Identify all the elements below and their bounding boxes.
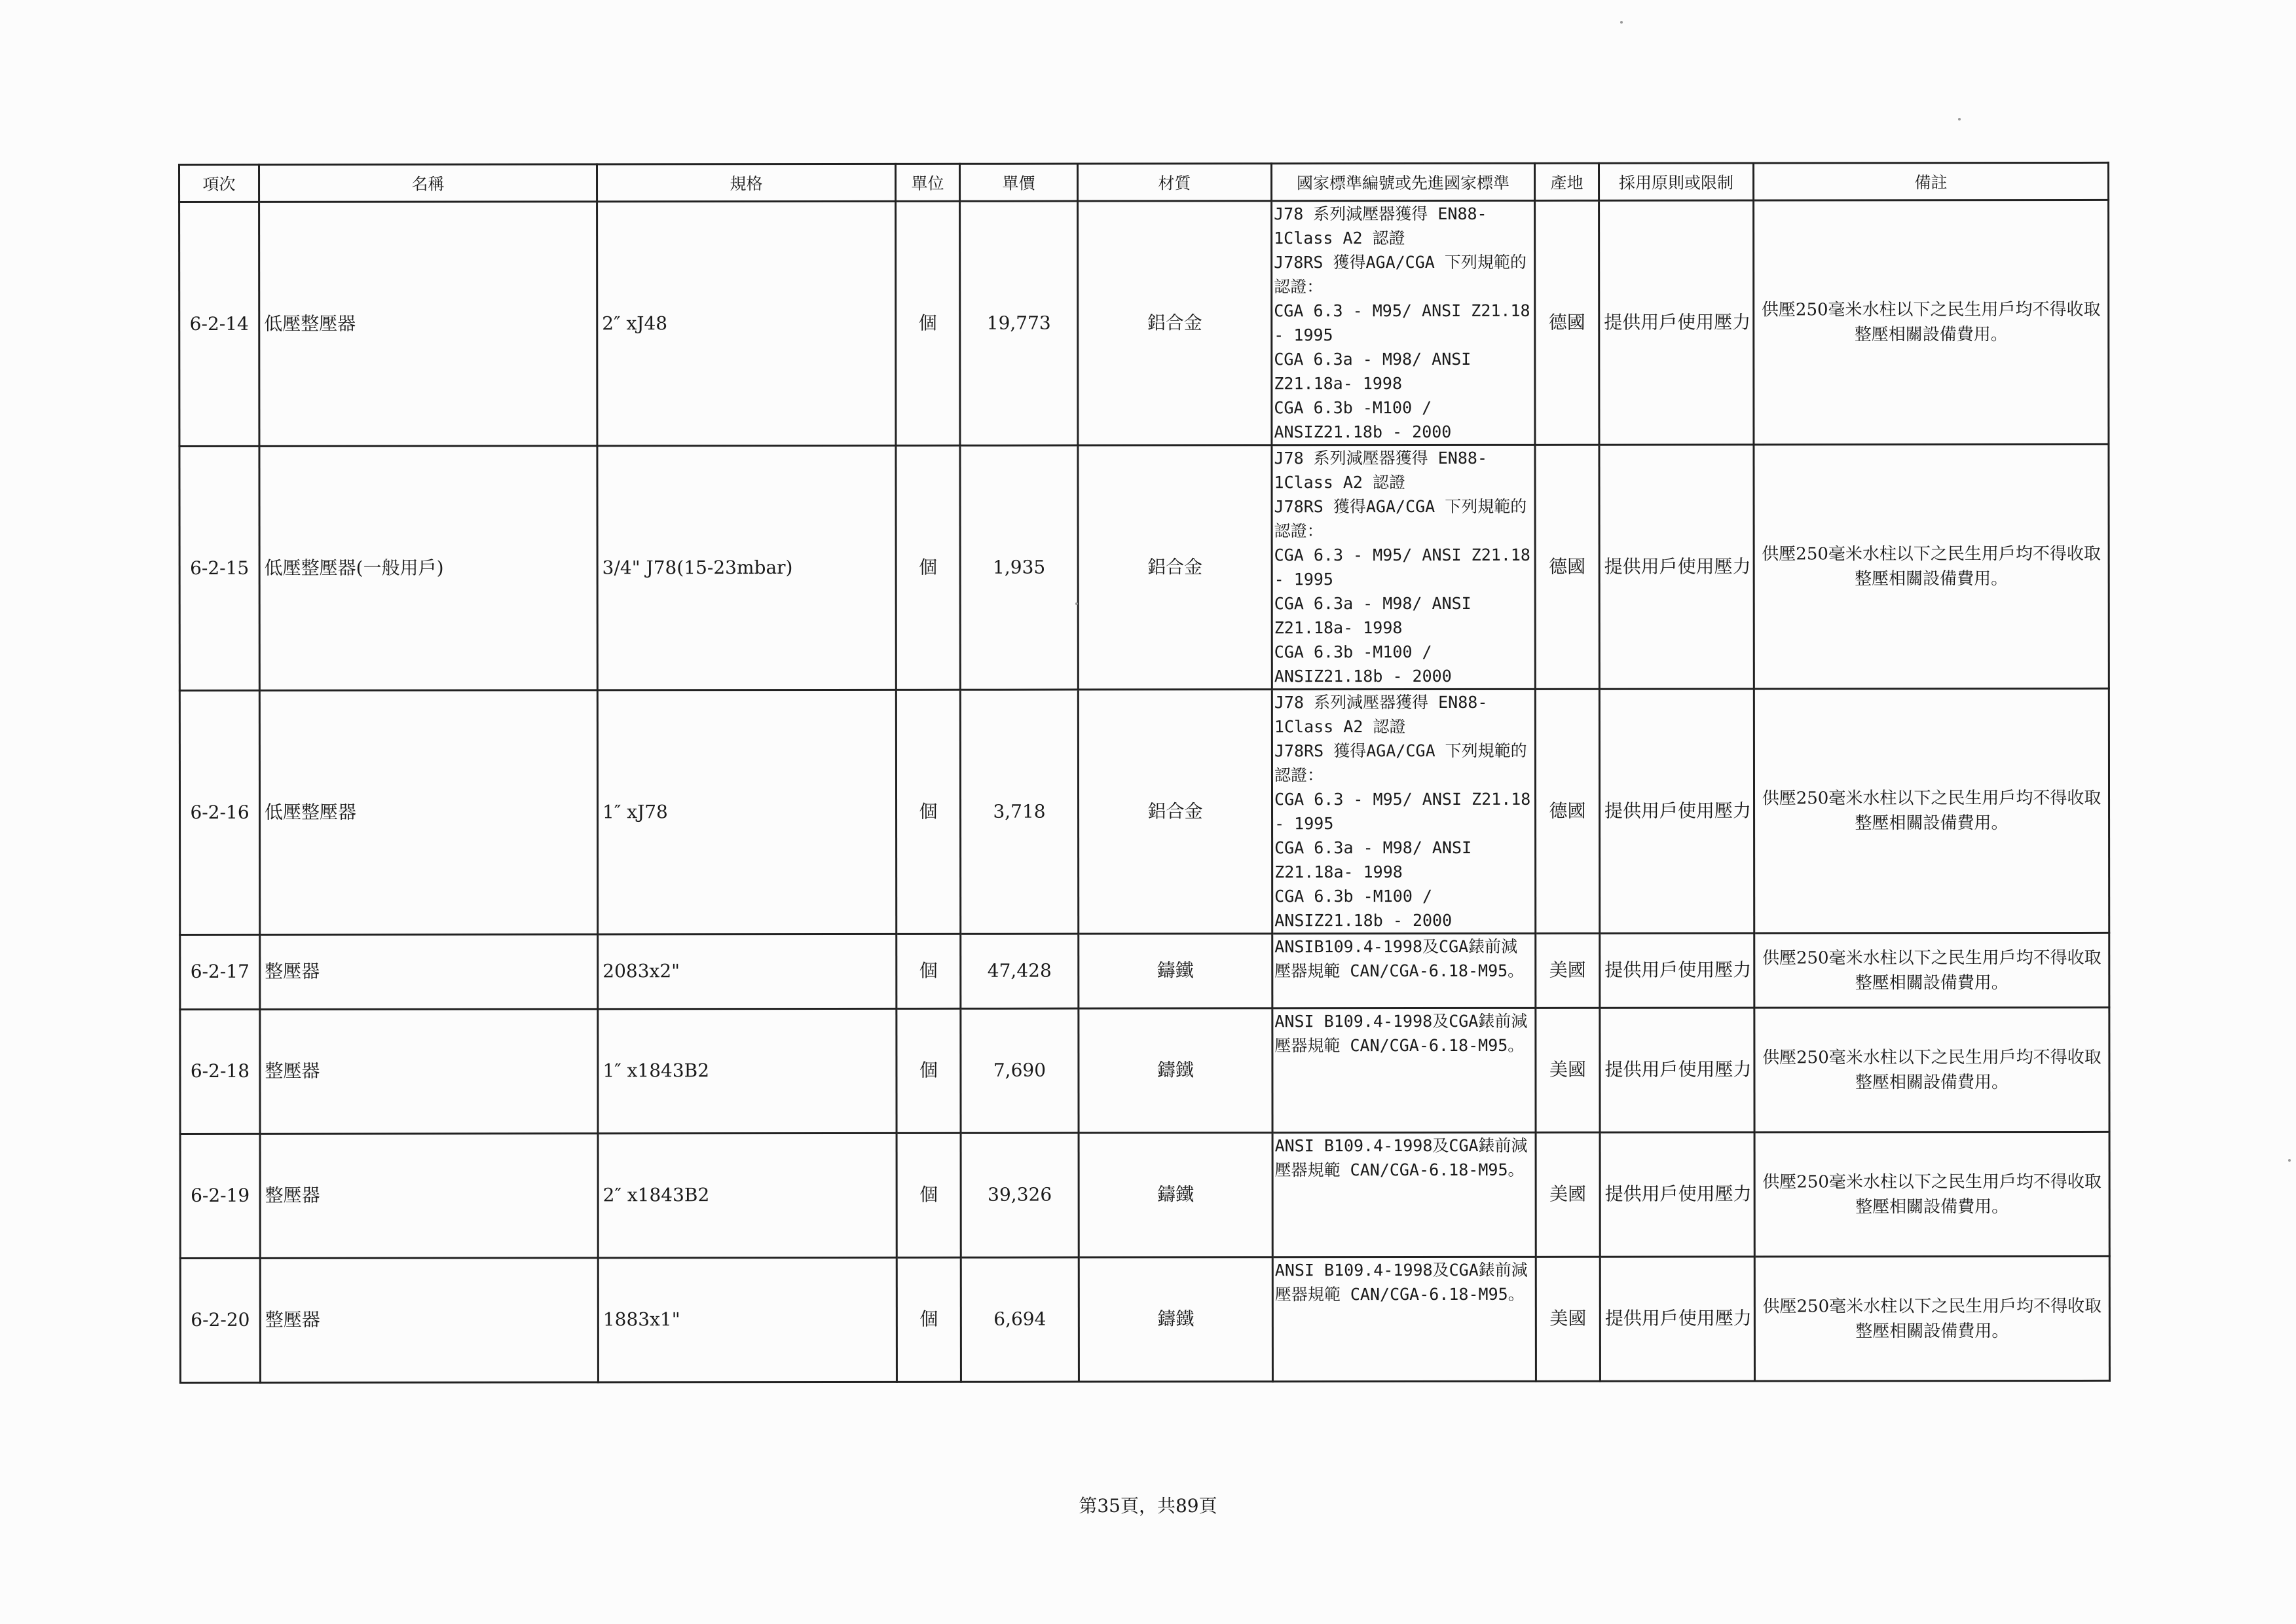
- origin-cell: 美國: [1536, 1008, 1600, 1132]
- material-cell: 鋁合金: [1078, 201, 1272, 445]
- remark-cell: 供壓250毫米水柱以下之民生用戶均不得收取整壓相關設備費用。: [1754, 444, 2109, 689]
- page-number: 第35頁，共89頁: [1079, 1495, 1217, 1517]
- material-cell: 鋁合金: [1078, 690, 1272, 934]
- spec-cell: 1″ x1843B2: [598, 1008, 897, 1133]
- material-cell: 鋁合金: [1078, 445, 1272, 690]
- header-material: 材質: [1078, 164, 1272, 201]
- remark-cell: 供壓250毫米水柱以下之民生用戶均不得收取整壓相關設備費用。: [1754, 200, 2109, 445]
- remark-cell: 供壓250毫米水柱以下之民生用戶均不得收取整壓相關設備費用。: [1754, 932, 2109, 1008]
- origin-cell: 德國: [1535, 200, 1599, 445]
- remark-cell: 供壓250毫米水柱以下之民生用戶均不得收取整壓相關設備費用。: [1754, 1007, 2109, 1132]
- origin-cell: 美國: [1536, 1132, 1600, 1257]
- usage-cell: 提供用戶使用壓力: [1600, 1132, 1754, 1257]
- usage-cell: 提供用戶使用壓力: [1600, 1008, 1754, 1132]
- unit-cell: 個: [896, 690, 960, 934]
- scan-speck: [1075, 602, 1078, 605]
- remark-cell: 供壓250毫米水柱以下之民生用戶均不得收取整壓相關設備費用。: [1754, 1256, 2109, 1381]
- item-cell: 6-2-20: [180, 1258, 260, 1382]
- spec-cell: 1″ xJ78: [597, 690, 896, 934]
- standard-cell: ANSI B109.4-1998及CGA錶前減壓器規範 CAN/CGA-6.18-M95。: [1272, 1257, 1536, 1381]
- origin-cell: 美國: [1536, 1257, 1600, 1381]
- spec-cell: 1883x1": [598, 1257, 897, 1382]
- price-cell: 7,690: [961, 1008, 1079, 1133]
- table-row: [179, 444, 2109, 690]
- standard-cell: J78 系列減壓器獲得 EN88-1Class A2 認證 J78RS 獲得AGA/CGA 下列規範的認證： CGA 6.3 - M95/ ANSI Z21.18 - 1995 CGA 6.3a - M98/ ANSI Z21.18a- 1998 CGA 6.3b -M100 / ANSIZ21.18b - 2000: [1272, 689, 1535, 933]
- material-cell: 鑄鐵: [1079, 1257, 1272, 1382]
- origin-cell: 德國: [1535, 445, 1599, 689]
- remark-cell: 供壓250毫米水柱以下之民生用戶均不得收取整壓相關設備費用。: [1754, 1132, 2109, 1257]
- header-usage: 採用原則或限制: [1599, 163, 1754, 200]
- unit-cell: 個: [897, 1133, 961, 1257]
- spec-cell: 3/4" J78(15-23mbar): [597, 445, 896, 690]
- origin-cell: 德國: [1535, 689, 1599, 933]
- header-remark: 備註: [1754, 162, 2109, 200]
- name-cell: 整壓器: [260, 934, 598, 1010]
- remark-cell: 供壓250毫米水柱以下之民生用戶均不得收取整壓相關設備費用。: [1754, 688, 2109, 933]
- item-cell: 6-2-15: [179, 446, 259, 690]
- item-cell: 6-2-19: [180, 1134, 260, 1258]
- table-row: [179, 200, 2109, 446]
- unit-cell: 個: [896, 445, 960, 690]
- item-cell: 6-2-17: [180, 934, 260, 1009]
- item-cell: 6-2-18: [180, 1009, 260, 1134]
- scan-speck: [1620, 21, 1623, 24]
- unit-cell: 個: [896, 201, 960, 445]
- scan-speck: [1958, 118, 1961, 120]
- price-cell: 1,935: [960, 445, 1078, 690]
- spec-cell: 2″ xJ48: [597, 201, 896, 445]
- usage-cell: 提供用戶使用壓力: [1600, 933, 1754, 1008]
- item-cell: 6-2-14: [179, 202, 259, 446]
- name-cell: 整壓器: [260, 1009, 598, 1134]
- name-cell: 整壓器: [260, 1258, 598, 1383]
- unit-cell: 個: [897, 1008, 961, 1133]
- name-cell: 整壓器: [260, 1134, 598, 1259]
- origin-cell: 美國: [1536, 933, 1600, 1008]
- usage-cell: 提供用戶使用壓力: [1599, 445, 1754, 689]
- standard-cell: J78 系列減壓器獲得 EN88-1Class A2 認證 J78RS 獲得AGA/CGA 下列規範的認證： CGA 6.3 - M95/ ANSI Z21.18 - 1995 CGA 6.3a - M98/ ANSI Z21.18a- 1998 CGA 6.3b -M100 / ANSIZ21.18b - 2000: [1272, 445, 1535, 689]
- item-cell: 6-2-16: [179, 690, 259, 934]
- standard-cell: ANSI B109.4-1998及CGA錶前減壓器規範 CAN/CGA-6.18-M95。: [1272, 1008, 1536, 1132]
- header-price: 單價: [960, 164, 1078, 201]
- scan-speck: [2288, 1159, 2291, 1162]
- usage-cell: 提供用戶使用壓力: [1599, 689, 1754, 933]
- header-origin: 產地: [1535, 163, 1599, 200]
- table-row: [180, 1132, 2109, 1258]
- header-item: 項次: [179, 164, 259, 202]
- table-row: [179, 688, 2109, 934]
- table-row: [180, 1007, 2109, 1134]
- price-cell: 39,326: [961, 1133, 1079, 1257]
- price-cell: 47,428: [961, 934, 1079, 1008]
- price-cell: 3,718: [960, 690, 1078, 934]
- price-table: [178, 162, 2111, 1384]
- header-standard: 國家標準編號或先進國家標準: [1272, 163, 1535, 200]
- usage-cell: 提供用戶使用壓力: [1599, 200, 1754, 445]
- price-cell: 19,773: [960, 201, 1078, 445]
- header-unit: 單位: [896, 164, 960, 201]
- standard-cell: ANSIB109.4-1998及CGA錶前減壓器規範 CAN/CGA-6.18-M95。: [1272, 933, 1536, 1008]
- name-cell: 低壓整壓器(一般用戶): [259, 446, 597, 691]
- table-row: [180, 1256, 2109, 1382]
- unit-cell: 個: [897, 934, 961, 1008]
- spec-cell: 2083x2": [598, 934, 897, 1008]
- material-cell: 鑄鐵: [1079, 1133, 1272, 1257]
- table-row: [180, 932, 2109, 1009]
- header-name: 名稱: [259, 164, 597, 202]
- usage-cell: 提供用戶使用壓力: [1600, 1257, 1754, 1381]
- material-cell: 鑄鐵: [1079, 934, 1272, 1008]
- standard-cell: ANSI B109.4-1998及CGA錶前減壓器規範 CAN/CGA-6.18-M95。: [1272, 1132, 1536, 1257]
- name-cell: 低壓整壓器: [259, 690, 597, 935]
- table-header-row: [179, 162, 2109, 202]
- material-cell: 鑄鐵: [1079, 1008, 1272, 1133]
- unit-cell: 個: [897, 1257, 961, 1382]
- price-cell: 6,694: [961, 1257, 1079, 1382]
- spec-cell: 2″ x1843B2: [598, 1133, 897, 1257]
- header-spec: 規格: [597, 164, 896, 201]
- standard-cell: J78 系列減壓器獲得 EN88-1Class A2 認證 J78RS 獲得AGA/CGA 下列規範的認證： CGA 6.3 - M95/ ANSI Z21.18 - 1995 CGA 6.3a - M98/ ANSI Z21.18a- 1998 CGA 6.3b -M100 / ANSIZ21.18b - 2000: [1272, 200, 1535, 445]
- name-cell: 低壓整壓器: [259, 202, 597, 447]
